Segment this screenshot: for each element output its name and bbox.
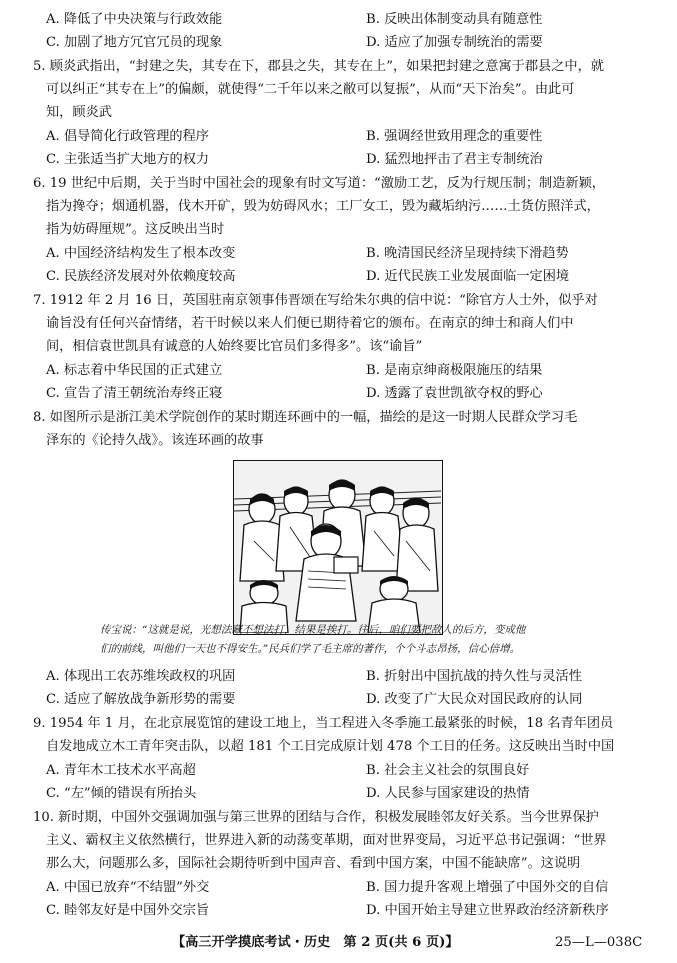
q7-option-a: A. 标志着中华民国的正式建立	[46, 363, 223, 378]
q10-option-a: A. 中国已放弃“不结盟”外交	[46, 880, 210, 895]
q4-option-a: A. 降低了中央决策与行政效能	[46, 12, 223, 27]
q9-option-a: A. 青年木工技术水平高超	[46, 763, 196, 778]
exam-code: 25—L—038C	[555, 935, 643, 950]
q6-stem-line-2: 指为搀夺；烟通机器，伐木开矿，毁为妨碍风水；工厂女工，毁为藏垢纳污……土货仿照洋式，	[46, 199, 600, 214]
q10-stem-line-2: 主义、霸权主义依然横行，世界进入新的动荡变革期，面对世界变局，习近平总书记强调：“世界	[46, 833, 607, 848]
q7-option-d: D. 透露了袁世凯欲夺权的野心	[366, 386, 543, 401]
q8-option-d: D. 改变了广大民众对国民政府的认同	[366, 692, 583, 707]
q10-stem-line-3: 那么大，问题那么多，国际社会期待听到中国声音、看到中国方案，中国不能缺席”。这说明	[46, 856, 581, 871]
q10-option-d: D. 中国开始主导建立世界政治经济新秩序	[366, 903, 609, 918]
q5-option-d: D. 猛烈地抨击了君主专制统治	[366, 152, 543, 167]
comic-caption-line-1: 传宝说：“这就是说，光想法藏不想法打，结果是挨打。往后，咱们要把敌人的后方，变成他	[100, 624, 526, 636]
comic-caption-line-2: 们的前线，叫他们一天也不得安生。”民兵们学了毛主席的著作，个个斗志昂扬，信心倍增。	[100, 643, 521, 655]
q6-stem-line-1: 6. 19 世纪中后期，关于当时中国社会的现象有时文写道：“激励工艺，反为行规压制；制造新颖，	[33, 176, 605, 191]
q6-option-b: B. 晚清国民经济呈现持续下滑趋势	[366, 246, 569, 261]
q4-option-c: C. 加剧了地方冗官冗员的现象	[46, 35, 223, 50]
q9-stem-line-1: 9. 1954 年 1 月，在北京展览馆的建设工地上，当工程进入冬季施工最紧张的时候，18 名青年团员	[33, 716, 614, 731]
q8-option-a: A. 体现出工农苏维埃政权的巩固	[46, 669, 236, 684]
q8-option-c: C. 适应了解放战争新形势的需要	[46, 692, 236, 707]
q6-stem-line-3: 指为妨碍厘规”。这反映出当时	[46, 222, 225, 237]
q4-option-b: B. 反映出体制变动具有随意性	[366, 12, 543, 27]
q5-stem-line-1: 5. 顾炎武指出，“封建之失，其专在下，郡县之失，其专在上”，如果把封建之意寓于郡县之中，就	[33, 59, 604, 74]
q7-stem-line-3: 间，相信袁世凯具有诚意的人始终要比官员们多得多”。该“谕旨”	[46, 339, 423, 354]
q9-stem-line-2: 自发地成立木工青年突击队，以超 181 个工日完成原计划 478 个工日的任务。这反映出当时中国	[46, 739, 615, 754]
q5-stem-line-2: 可以纠正“其专在上”的偏颇，就使得“二千年以来之敝可以复振”，从而“天下治矣”。由此可	[46, 82, 575, 97]
q5-option-b: B. 强调经世致用理念的重要性	[366, 129, 543, 144]
q7-option-b: B. 是南京绅商极限施压的结果	[366, 363, 543, 378]
q9-option-d: D. 人民参与国家建设的热情	[366, 786, 530, 801]
q5-option-a: A. 倡导简化行政管理的程序	[46, 129, 209, 144]
page-footer: 【高三开学摸底考试・历史 第 2 页(共 6 页)】	[172, 935, 459, 950]
q10-option-b: B. 国力提升客观上增强了中国外交的自信	[366, 880, 609, 895]
q7-option-c: C. 宣告了清王朝统治寿终正寝	[46, 386, 223, 401]
q6-option-d: D. 近代民族工业发展面临一定困境	[366, 269, 570, 284]
q9-option-c: C. “左”倾的错误有所抬头	[46, 786, 197, 801]
comic-illustration	[233, 460, 443, 635]
q5-stem-line-3: 知，顾炎武	[46, 105, 112, 120]
q6-option-c: C. 民族经济发展对外依赖度较高	[46, 269, 236, 284]
q9-option-b: B. 社会主义社会的氛围良好	[366, 763, 530, 778]
comic-drawing	[234, 461, 441, 633]
q6-option-a: A. 中国经济结构发生了根本改变	[46, 246, 236, 261]
q7-stem-line-1: 7. 1912 年 2 月 16 日，英国驻南京领事伟晋颂在写给朱尔典的信中说：“除官方人士外，似乎对	[33, 293, 598, 308]
q7-stem-line-2: 谕旨没有任何兴奋情绪，若干时候以来人们便已期待着它的颁布。在南京的绅士和商人们中	[46, 316, 574, 331]
q8-stem-line-1: 8. 如图所示是浙江美术学院创作的某时期连环画中的一幅，描绘的是这一时期人民群众学习毛	[33, 410, 578, 425]
q10-stem-line-1: 10. 新时期，中国外交强调加强与第三世界的团结与合作，积极发展睦邻友好关系。当今世界保护	[33, 810, 599, 825]
q5-option-c: C. 主张适当扩大地方的权力	[46, 152, 210, 167]
q4-option-d: D. 适应了加强专制统治的需要	[366, 35, 543, 50]
q8-stem-line-2: 泽东的《论持久战》。该连环画的故事	[46, 433, 264, 448]
q8-option-b: B. 折射出中国抗战的持久性与灵活性	[366, 669, 582, 684]
q10-option-c: C. 睦邻友好是中国外交宗旨	[46, 903, 210, 918]
